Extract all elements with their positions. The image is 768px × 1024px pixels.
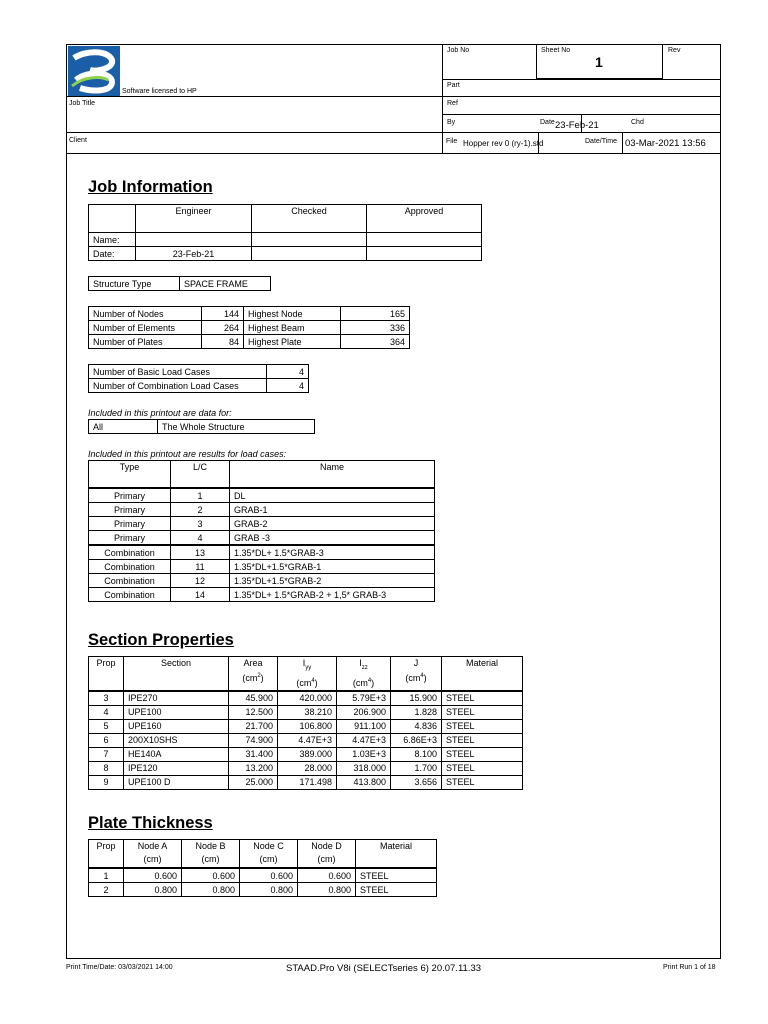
header-rule [442,44,443,153]
izz-header-label: I [359,658,362,668]
section-j: 4.836 [391,719,442,733]
node-d-unit: (cm) [317,854,336,864]
header-rule [66,96,721,97]
section-material: STEEL [442,705,523,719]
load-case-lc: 13 [171,545,230,560]
iyy-header-label: I [302,658,306,668]
lc-header: L/C [171,461,230,489]
section-iyy: 389.000 [278,747,337,761]
section-izz: 911.100 [337,719,391,733]
table-row [89,747,523,761]
header-rule [622,132,623,153]
table-row [89,560,435,574]
structure-type-value: SPACE FRAME [180,277,271,291]
plate-node-b: 0.800 [182,883,240,897]
load-case-type: Combination [89,545,171,560]
plate-node-b: 0.600 [182,868,240,883]
material-header: Material [442,657,523,691]
load-case-lc: 14 [171,588,230,602]
load-case-name: 1.35*DL+ 1.5*GRAB-2 + 1,5* GRAB-3 [230,588,435,602]
datetime-value: 03-Mar-2021 13:56 [625,138,706,149]
file-label: File [446,138,458,145]
section-section: UPE100 [124,705,229,719]
izz-header [337,657,391,691]
node-c-label: Node C [253,841,284,851]
client-label: Client [69,137,87,144]
section-iyy: 106.800 [278,719,337,733]
job-title-label: Job Title [69,100,96,107]
load-count-value: 4 [267,365,309,379]
type-header: Type [89,461,171,489]
izz-unit-exp: 4 [367,677,372,684]
section-material: STEEL [442,761,523,775]
load-case-name: 1.35*DL+1.5*GRAB-1 [230,560,435,574]
file-value: Hopper rev 0 (ry-1).std [463,139,544,148]
count-value-2: 336 [341,321,410,335]
section-header: Section [124,657,229,691]
section-j: 3.656 [391,775,442,789]
data-for-caption: Included in this printout are data for: [88,408,232,418]
section-izz: 4.47E+3 [337,733,391,747]
j-unit-close: ) [423,673,427,683]
area-unit-exp: 2 [257,673,261,679]
node-c-unit: (cm) [259,854,278,864]
sheet-no-label: Sheet No [541,47,571,54]
section-iyy: 28.000 [278,761,337,775]
approved-header: Approved [367,205,482,233]
section-section: 200X10SHS [124,733,229,747]
table-row [89,733,523,747]
j-unit-base: (cm [405,673,421,683]
section-properties-table [88,656,523,790]
node-b-label: Node B [195,841,226,851]
table-row [89,705,523,719]
plate-node-c: 0.600 [240,868,298,883]
area-header [229,657,278,691]
by-label: By [447,119,456,126]
part-label: Part [447,82,460,89]
j-unit-exp: 4 [420,673,424,679]
section-section: UPE160 [124,719,229,733]
section-area: 74.900 [229,733,278,747]
table-row [89,307,410,321]
izz-unit-base: (cm [352,677,368,688]
section-section: IPE120 [124,761,229,775]
j-header [391,657,442,691]
section-prop: 9 [89,775,124,789]
node-b-unit: (cm) [201,854,220,864]
section-area: 31.400 [229,747,278,761]
section-j: 15.900 [391,691,442,706]
date-row-label: Date: [89,247,136,261]
job-information-heading: Job Information [88,178,213,196]
section-area: 45.900 [229,691,278,706]
plate-prop-header: Prop [89,840,124,869]
bentley-logo-icon [68,46,120,96]
count-value-2: 364 [341,335,410,349]
load-case-lc: 4 [171,531,230,546]
node-d-label: Node D [311,841,342,851]
table-row [89,574,435,588]
section-izz: 413.800 [337,775,391,789]
area-unit-base: (cm [242,673,258,683]
data-for-table [88,419,315,434]
licence-text: Software licensed to HP [122,88,197,95]
engineer-header: Engineer [136,205,252,233]
data-for-scope: All [89,420,158,434]
section-prop: 3 [89,691,124,706]
node-d-header [298,840,356,869]
plate-material: STEEL [356,883,437,897]
table-row [89,531,435,546]
section-iyy: 420.000 [278,691,337,706]
section-izz: 318.000 [337,761,391,775]
job-no-label: Job No [447,47,470,54]
section-material: STEEL [442,733,523,747]
rev-label: Rev [668,47,681,54]
section-area: 13.200 [229,761,278,775]
load-case-type: Combination [89,588,171,602]
load-case-name: GRAB-2 [230,517,435,531]
table-row [89,775,523,789]
name-header: Name [230,461,435,489]
plate-node-a: 0.600 [124,868,182,883]
iyy-unit-close: ) [314,677,318,688]
iyy-unit-base: (cm [296,677,312,688]
table-row [89,883,437,897]
node-a-label: Node A [137,841,168,851]
node-a-unit: (cm) [143,854,162,864]
table-row [89,545,435,560]
section-izz: 5.79E+3 [337,691,391,706]
izz-unit-close: ) [371,677,375,688]
program-version: STAAD.Pro V8i (SELECTseries 6) 20.07.11.33 [286,963,482,974]
count-value: 144 [202,307,244,321]
section-prop: 8 [89,761,124,775]
print-run: Print Run 1 of 18 [663,964,716,971]
section-prop: 4 [89,705,124,719]
checked-date [252,247,367,261]
section-iyy: 4.47E+3 [278,733,337,747]
section-material: STEEL [442,691,523,706]
load-case-lc: 11 [171,560,230,574]
section-j: 6.86E+3 [391,733,442,747]
load-case-name: 1.35*DL+ 1.5*GRAB-3 [230,545,435,560]
load-case-lc: 2 [171,503,230,517]
table-row [89,335,410,349]
engineer-name [136,233,252,247]
plate-material: STEEL [356,868,437,883]
section-prop: 7 [89,747,124,761]
count-label: Number of Plates [89,335,202,349]
section-j: 1.700 [391,761,442,775]
table-row [89,503,435,517]
table-row [89,761,523,775]
engineer-date: 23-Feb-21 [136,247,252,261]
approval-corner [89,205,136,233]
load-case-type: Primary [89,503,171,517]
approved-name [367,233,482,247]
datetime-label: Date/Time [585,138,618,145]
section-prop: 5 [89,719,124,733]
load-case-type: Primary [89,531,171,546]
sheet-no-value: 1 [595,54,603,70]
section-izz: 1.03E+3 [337,747,391,761]
load-case-type: Primary [89,488,171,503]
structure-type-label: Structure Type [89,277,180,291]
izz-header-sub: zz [361,664,368,671]
plate-material-header: Material [356,840,437,869]
section-material: STEEL [442,719,523,733]
count-value: 84 [202,335,244,349]
plate-thickness-heading: Plate Thickness [88,814,213,832]
section-section: IPE270 [124,691,229,706]
table-row [89,719,523,733]
plate-prop: 1 [89,868,124,883]
iyy-unit-exp: 4 [311,677,315,684]
section-material: STEEL [442,747,523,761]
section-prop: 6 [89,733,124,747]
section-iyy: 171.498 [278,775,337,789]
iyy-header [278,657,337,691]
table-row [89,365,309,379]
print-time: Print Time/Date: 03/03/2021 14:00 [66,964,173,971]
node-b-header [182,840,240,869]
plate-node-c: 0.800 [240,883,298,897]
plate-node-d: 0.600 [298,868,356,883]
structure-type-table [88,276,271,291]
section-j: 8.100 [391,747,442,761]
iyy-header-sub: yy [305,664,312,671]
checked-name [252,233,367,247]
count-label: Number of Elements [89,321,202,335]
load-count-value: 4 [267,379,309,393]
load-case-lc: 1 [171,488,230,503]
table-row [89,321,410,335]
approved-date [367,247,482,261]
load-case-name: 1.35*DL+1.5*GRAB-2 [230,574,435,588]
load-case-type: Primary [89,517,171,531]
section-area: 21.700 [229,719,278,733]
count-label-2: Highest Node [244,307,341,321]
count-label-2: Highest Plate [244,335,341,349]
count-label-2: Highest Beam [244,321,341,335]
plate-prop: 2 [89,883,124,897]
checked-header: Checked [252,205,367,233]
area-header-label: Area [243,658,263,668]
count-value: 264 [202,321,244,335]
table-row [89,488,435,503]
node-a-header [124,840,182,869]
table-row [89,868,437,883]
section-section: HE140A [124,747,229,761]
approval-table [88,204,482,261]
chd-label: Chd [631,119,644,126]
load-case-lc: 12 [171,574,230,588]
header-rule [442,79,721,80]
plate-thickness-table [88,839,437,897]
table-row [89,588,435,602]
section-j: 1.828 [391,705,442,719]
name-label: Name: [89,233,136,247]
load-count-label: Number of Combination Load Cases [89,379,267,393]
j-header-label: J [413,658,419,668]
section-area: 12.500 [229,705,278,719]
section-properties-heading: Section Properties [88,631,234,649]
section-izz: 206.900 [337,705,391,719]
plate-node-d: 0.800 [298,883,356,897]
table-row [89,691,523,706]
ref-label: Ref [447,100,458,107]
plate-node-a: 0.800 [124,883,182,897]
node-c-header [240,840,298,869]
count-value-2: 165 [341,307,410,321]
load-case-name: GRAB-1 [230,503,435,517]
load-case-name: DL [230,488,435,503]
load-case-type: Combination [89,574,171,588]
data-for-description: The Whole Structure [158,420,315,434]
area-unit-close: ) [260,673,264,683]
counts-table [88,306,410,349]
header-rule [66,153,721,154]
section-area: 25.000 [229,775,278,789]
section-material: STEEL [442,775,523,789]
load-cases-table [88,460,435,602]
load-case-lc: 3 [171,517,230,531]
table-row [89,379,309,393]
section-iyy: 38.210 [278,705,337,719]
results-for-caption: Included in this printout are results for load cases: [88,449,287,459]
prop-header: Prop [89,657,124,691]
load-counts-table [88,364,309,393]
date-label: Date [540,119,555,126]
load-case-type: Combination [89,560,171,574]
section-section: UPE100 D [124,775,229,789]
load-case-name: GRAB -3 [230,531,435,546]
count-label: Number of Nodes [89,307,202,321]
load-count-label: Number of Basic Load Cases [89,365,267,379]
table-row [89,517,435,531]
date-value: 23-Feb-21 [555,120,599,131]
